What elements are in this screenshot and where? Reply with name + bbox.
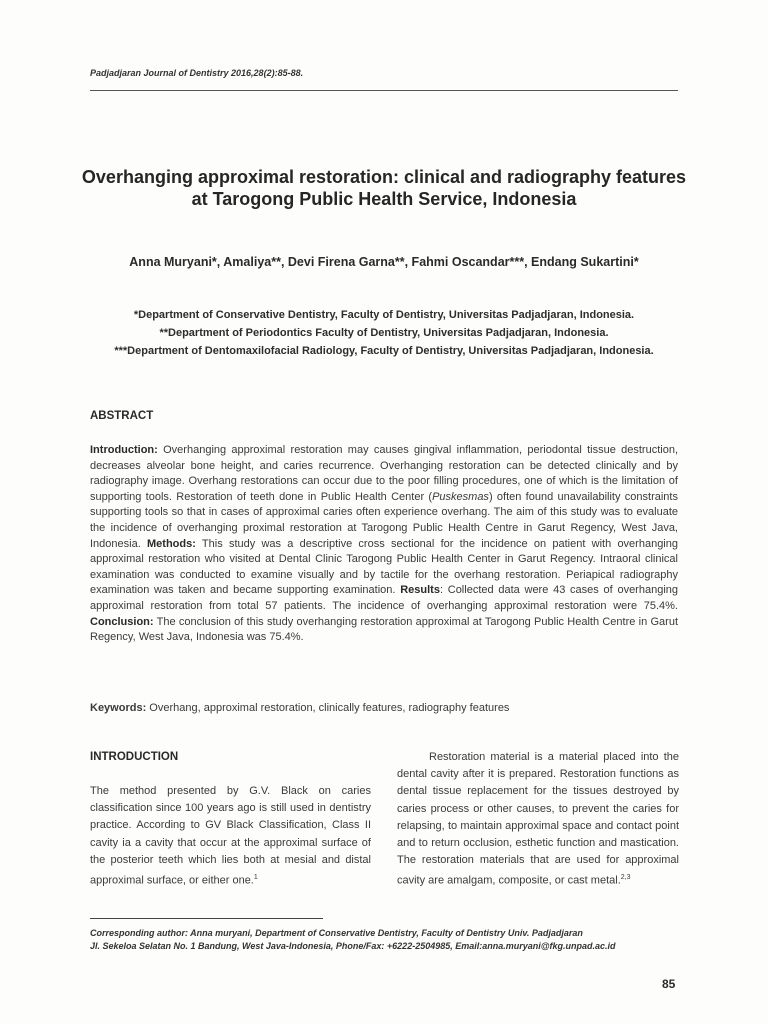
intro-left-column <box>90 783 371 890</box>
journal-citation: Padjadjaran Journal of Dentistry 2016,28(2):85-88. <box>90 68 304 78</box>
methods-text: This study was a descriptive cross sectional for the incidence on patient with overhanging approximal restoration who visited at Dental Clinic Tarogong Public Health Center in Garut Regency. Intraoral clinical examination was conducted to examine visually and by tactile for the overhang restoration. Periapical radiography examination was taken and became supporting examination. <box>90 537 678 597</box>
intro-right-text: Restoration material is a material placed into the dental cavity after it is prepared. Restoration functions as dental tissue replacement for the tissues destroyed by caries process or other causes, to prevent the caries for relapsing, to maintain approximal space and contact point and to return occlusion, esthetic function and mastication. The restoration materials that are used for approximal cavity are amalgam, composite, or cast metal. <box>397 751 679 888</box>
article-title: Overhanging approximal restoration: clinical and radiography features at Tarogong Public Health Service, Indonesia <box>81 167 687 209</box>
results-text: : Collected data were 43 cases of overhanging approximal restoration from total 57 patients. The incidence of overhanging approximal restoration were 75.4%. <box>90 584 678 612</box>
intro-label: Introduction: <box>90 444 158 456</box>
intro-right-ref: 2,3 <box>620 874 631 882</box>
corresponding-footnote <box>90 927 690 953</box>
footnote-rule <box>90 918 323 919</box>
keywords-text: Overhang, approximal restoration, clinically features, radiography features <box>146 702 510 714</box>
abstract-heading: ABSTRACT <box>90 410 154 422</box>
author-list: Anna Muryani*, Amaliya**, Devi Firena Garna**, Fahmi Oscandar***, Endang Sukartini* <box>129 255 639 269</box>
affiliations <box>90 306 678 360</box>
footnote-line-2: Jl. Sekeloa Selatan No. 1 Bandung, West Java-Indonesia, Phone/Fax: +6222-2504985, Email:anna.muryani@fkg.unpad.ac.id <box>90 941 616 951</box>
conclusion-text: The conclusion of this study overhanging restoration approximal at Tarogong Public Health Centre in Garut Regency, West Java, Indonesia was 75.4%. <box>90 615 678 644</box>
intro-italic: Puskesmas <box>432 490 489 503</box>
header-rule <box>90 90 678 91</box>
affiliation-1: *Department of Conservative Dentistry, Faculty of Dentistry, Universitas Padjadjaran, Indonesia. <box>133 309 635 321</box>
intro-right-column <box>397 749 679 890</box>
affiliation-2: **Department of Periodontics Faculty of Dentistry, Universitas Padjadjaran, Indonesia. <box>159 327 609 339</box>
methods-label: Methods: <box>147 537 196 550</box>
intro-left-ref: 1 <box>253 874 258 882</box>
footnote-line-1: Corresponding author: Anna muryani, Department of Conservative Dentistry, Faculty of Dentistry Univ. Padjadjaran <box>90 928 583 938</box>
intro-left-text: The method presented by G.V. Black on caries classification since 100 years ago is still used in dentistry practice. According to GV Black Classification, Class II cavity ia a cavity that occur at the approximal surface of the posterior teeth which lies both at mesial and distal approximal surface, or either one. <box>90 785 371 887</box>
results-label: Results <box>400 584 440 597</box>
keywords-line <box>90 702 678 714</box>
abstract-body <box>90 443 678 646</box>
affiliation-3: ***Department of Dentomaxilofacial Radiology, Faculty of Dentistry, Universitas Padjadjaran, Indonesia. <box>114 345 654 357</box>
conclusion-label: Conclusion: <box>90 615 154 628</box>
intro-text-a: Overhanging approximal restoration may causes gingival inflammation, periodontal tissue destruction, decreases alveolar bone height, and caries recurrence. Overhanging restoration can be detected clinically and by radiography image. Overhang restorations can occur due to the poor filling procedures, one of which is the limitation of supporting tools. Restoration of teeth done in Public Health Center ( <box>90 444 678 503</box>
intro-paragraph-right <box>397 749 679 890</box>
intro-paragraph-left <box>90 783 371 890</box>
intro-text-b: ) often found unavailability constraints supporting tools so that in cases of approximal caries often experience overhang. The aim of this study was to evaluate the incidence of overhanging proximal restoration at Tarogong Public Health Centre in Garut Regency, West Java, Indonesia. <box>90 490 678 550</box>
introduction-heading: INTRODUCTION <box>90 751 179 763</box>
page-number: 85 <box>662 977 676 991</box>
keywords-label: Keywords: <box>90 702 147 714</box>
